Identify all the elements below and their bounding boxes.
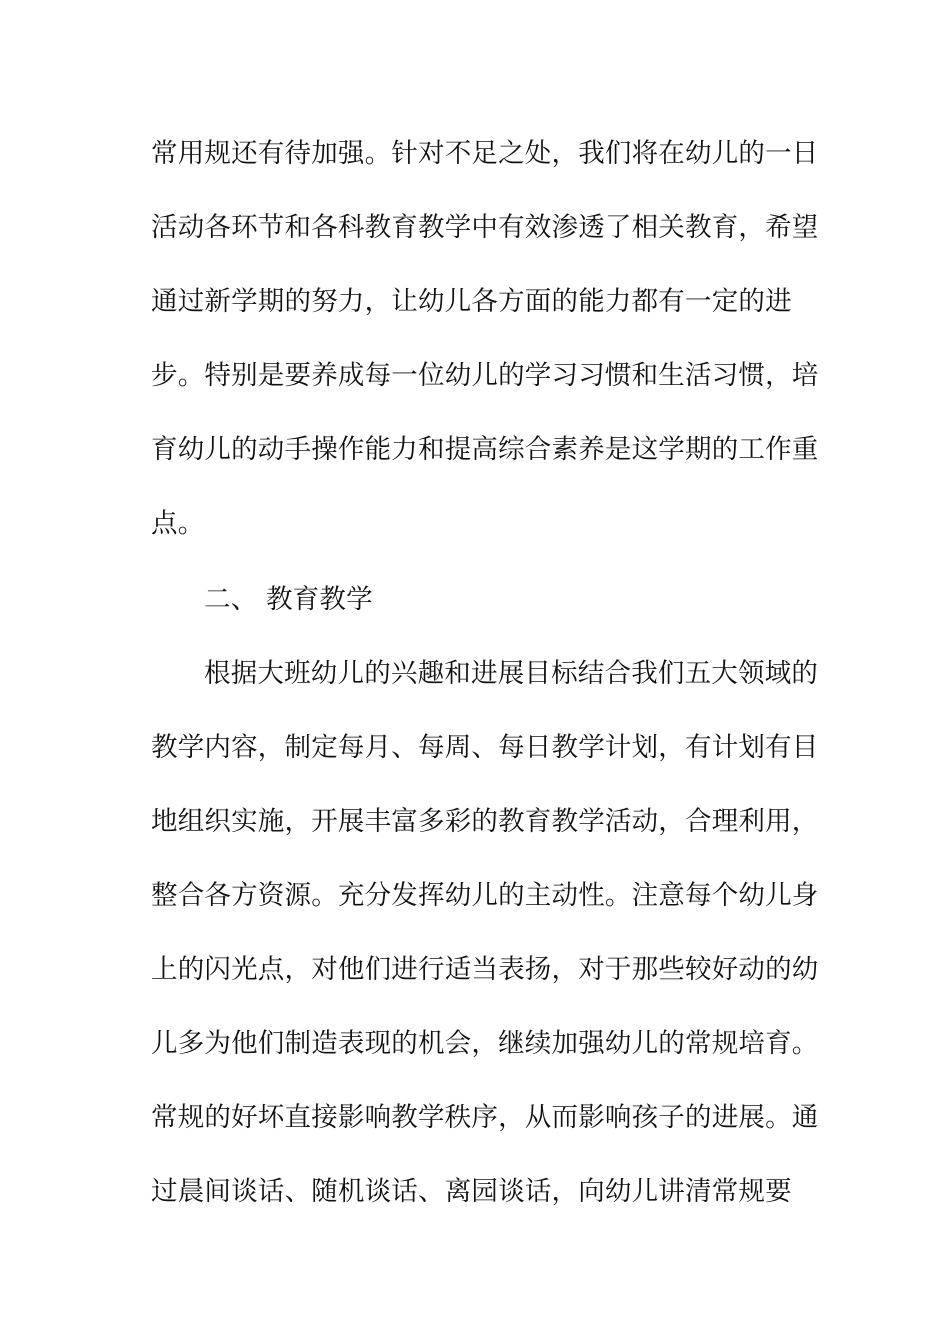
paragraph-2-line-1: 根据大班幼儿的兴趣和进展目标结合我们五大领域的 <box>204 658 819 689</box>
paragraph-1-line-1: 常用规还有待加强。针对不足之处，我们将在幼儿的一日 <box>151 138 819 169</box>
paragraph-2-line-3: 地组织实施，开展丰富多彩的教育教学活动，合理利用， <box>151 806 819 837</box>
paragraph-1-line-3: 通过新学期的努力，让幼儿各方面的能力都有一定的进 <box>151 286 792 317</box>
paragraph-2-line-6: 儿多为他们制造表现的机会，继续加强幼儿的常规培育。 <box>151 1028 819 1059</box>
paragraph-1-line-2: 活动各环节和各科教育教学中有效渗透了相关教育，希望 <box>151 212 819 243</box>
paragraph-1-line-6: 点。 <box>151 508 205 539</box>
paragraph-2-line-7: 常规的好坏直接影响教学秩序，从而影响孩子的进展。通 <box>151 1102 819 1133</box>
paragraph-2-line-8: 过晨间谈话、随机谈话、离园谈话，向幼儿讲清常规要 <box>151 1176 792 1207</box>
paragraph-2-line-4: 整合各方资源。充分发挥幼儿的主动性。注意每个幼儿身 <box>151 880 819 911</box>
section-heading-title: 教育教学 <box>266 584 373 615</box>
paragraph-2-line-2: 教学内容，制定每月、每周、每日教学计划，有计划有目 <box>151 732 819 763</box>
paragraph-1-line-5: 育幼儿的动手操作能力和提高综合素养是这学期的工作重 <box>151 434 819 465</box>
section-heading-number: 二、 <box>204 584 258 615</box>
paragraph-1-line-4: 步。特别是要养成每一位幼儿的学习习惯和生活习惯，培 <box>151 360 819 391</box>
paragraph-2-line-5: 上的闪光点，对他们进行适当表扬，对于那些较好动的幼 <box>151 954 819 985</box>
